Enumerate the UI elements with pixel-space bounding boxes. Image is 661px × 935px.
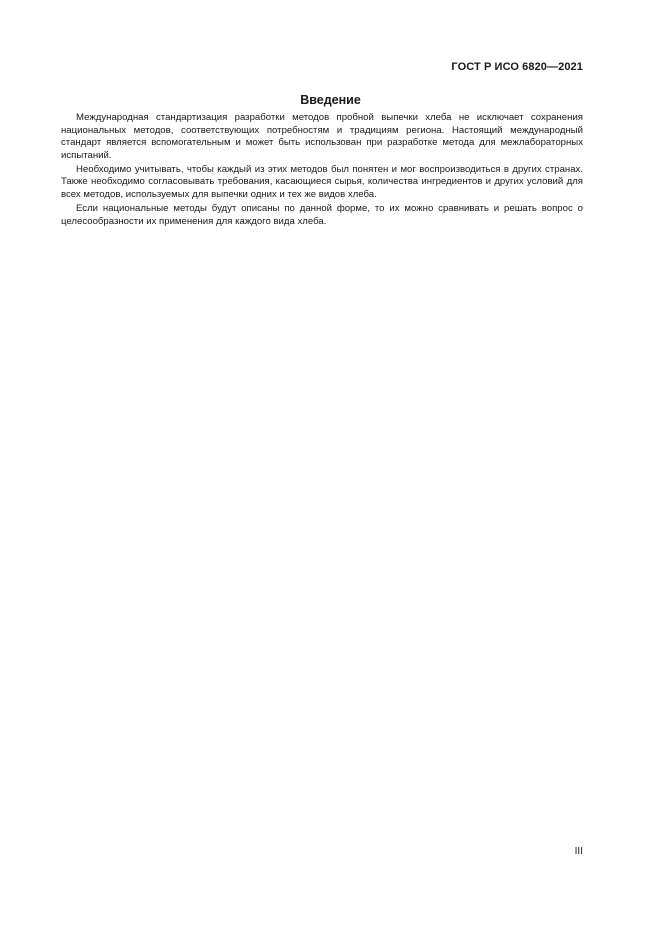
body-text (61, 112, 583, 230)
paragraph: Необходимо учитывать, чтобы каждый из этих методов был понятен и мог воспроизводиться в других странах. Также необходимо согласовывать требования, касающиеся сырья, количества ингредиентов и других условий для всех методов, используемых для выпечки одних и тех же видов хлеба. (61, 163, 583, 201)
page-number: III (574, 846, 583, 857)
paragraph: Международная стандартизация разработки методов пробной выпечки хлеба не исключает сохранения национальных методов, соответствующих потребностям и традициям региона. Настоящий международный стандарт является вспомогательным и может быть использован при разработке метода для межлабораторных испытаний. (61, 112, 583, 161)
paragraph: Если национальные методы будут описаны по данной форме, то их можно сравнивать и решать вопрос о целесообразности их применения для каждого вида хлеба. (61, 203, 583, 227)
document-code: ГОСТ Р ИСО 6820—2021 (451, 61, 583, 73)
section-title: Введение (300, 93, 361, 107)
